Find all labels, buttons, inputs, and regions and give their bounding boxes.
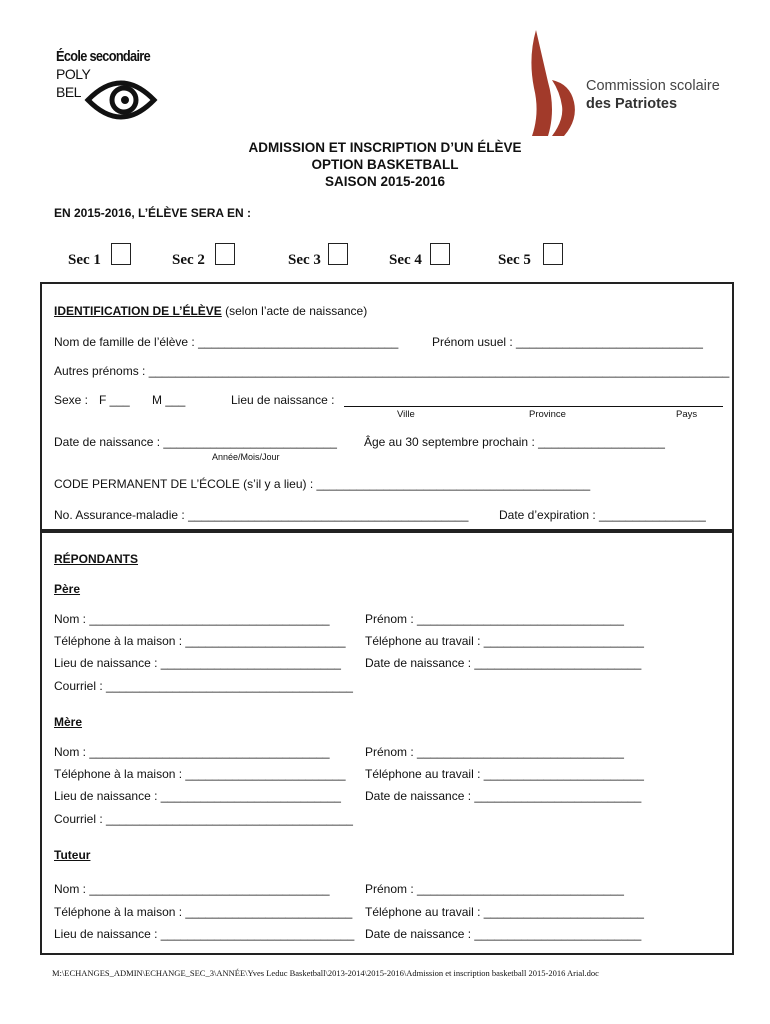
flame-logo-icon — [522, 28, 582, 138]
sex-f-field[interactable]: F ___ — [99, 393, 130, 407]
father-first-name-field[interactable]: Prénom : _______________________________ — [365, 612, 624, 626]
father-birthplace-field[interactable]: Lieu de naissance : ___________________________ — [54, 656, 341, 670]
logo-school-line: École secondaire — [56, 48, 151, 65]
mother-last-name-field[interactable]: Nom : ____________________________________ — [54, 745, 330, 759]
country-caption: Pays — [676, 409, 698, 420]
father-heading: Père — [54, 582, 81, 596]
option-sec3-label: Sec 3 — [288, 252, 321, 268]
identification-heading-row — [54, 304, 367, 318]
sec3-checkbox[interactable] — [328, 243, 348, 265]
mother-birthplace-field[interactable]: Lieu de naissance : ___________________________ — [54, 789, 341, 803]
sex-label: Sexe : — [54, 393, 89, 407]
usual-first-name-field[interactable]: Prénom usuel : ____________________________ — [432, 335, 703, 349]
mother-work-phone-field[interactable]: Téléphone au travail : ________________________ — [365, 767, 644, 781]
respondents-heading: RÉPONDANTS — [54, 552, 139, 566]
guardian-work-phone-field[interactable]: Téléphone au travail : ________________________ — [365, 905, 644, 919]
csdp-line2: des Patriotes — [586, 96, 678, 112]
birthplace-line[interactable] — [344, 404, 723, 407]
mother-home-phone-field[interactable]: Téléphone à la maison : ________________________ — [54, 767, 346, 781]
health-insurance-field[interactable]: No. Assurance-maladie : __________________________________________ — [54, 508, 469, 522]
csdp-logo — [522, 28, 722, 138]
identification-heading: IDENTIFICATION DE L’ÉLÈVE — [54, 304, 222, 318]
age-field[interactable]: Âge au 30 septembre prochain : ___________________ — [364, 435, 665, 449]
guardian-last-name-field[interactable]: Nom : ____________________________________ — [54, 882, 330, 896]
logo-poly-text: POLY — [56, 66, 91, 82]
father-birth-date-field[interactable]: Date de naissance : _________________________ — [365, 656, 642, 670]
expiration-date-field[interactable]: Date d’expiration : ________________ — [499, 508, 706, 522]
form-title-line2: OPTION BASKETBALL — [311, 157, 459, 172]
father-work-phone-field[interactable]: Téléphone au travail : ________________________ — [365, 634, 644, 648]
mother-birth-date-field[interactable]: Date de naissance : _________________________ — [365, 789, 642, 803]
birth-date-field[interactable]: Date de naissance : __________________________ — [54, 435, 337, 449]
guardian-birth-date-field[interactable]: Date de naissance : _________________________ — [365, 927, 642, 941]
csdp-line1: Commission scolaire — [586, 78, 720, 94]
sec1-checkbox[interactable] — [111, 243, 131, 265]
identification-heading-note: (selon l’acte de naissance) — [225, 304, 368, 318]
birthplace-label: Lieu de naissance : — [231, 393, 335, 407]
option-sec2-label: Sec 2 — [172, 252, 205, 268]
sec2-checkbox[interactable] — [215, 243, 235, 265]
mother-email-field[interactable]: Courriel : _____________________________________ — [54, 812, 353, 826]
polybel-logo — [50, 40, 160, 132]
respondents-section — [40, 531, 734, 955]
option-sec4-label: Sec 4 — [389, 252, 422, 268]
form-title-line3: SAISON 2015-2016 — [324, 174, 446, 189]
guardian-home-phone-field[interactable]: Téléphone à la maison : _________________________ — [54, 905, 353, 919]
sex-m-field[interactable]: M ___ — [152, 393, 186, 407]
logo-bel-text: BEL — [56, 84, 81, 100]
guardian-birthplace-field[interactable]: Lieu de naissance : _____________________________ — [54, 927, 355, 941]
last-name-field[interactable]: Nom de famille de l’élève : ______________________________ — [54, 335, 399, 349]
province-caption: Province — [529, 409, 566, 420]
file-path-footer: M:\ECHANGES_ADMIN\ECHANGE_SEC_3\ANNÉE\Yves Leduc Basketball\2013-2014\2015-2016\Admission et inscription basketball 2015-2016 Arial.doc — [52, 968, 599, 978]
city-caption: Ville — [397, 409, 415, 420]
grade-label: EN 2015-2016, L’ÉLÈVE SERA EN : — [54, 206, 251, 220]
option-sec1-label: Sec 1 — [68, 252, 101, 268]
sec4-checkbox[interactable] — [430, 243, 450, 265]
date-format-caption: Année/Mois/Jour — [212, 452, 280, 462]
permanent-code-field[interactable]: CODE PERMANENT DE L’ÉCOLE (s’il y a lieu) : _________________________________________ — [54, 477, 591, 491]
guardian-first-name-field[interactable]: Prénom : _______________________________ — [365, 882, 624, 896]
mother-first-name-field[interactable]: Prénom : _______________________________ — [365, 745, 624, 759]
form-title-line1: ADMISSION ET INSCRIPTION D’UN ÉLÈVE — [248, 140, 522, 155]
eye-icon — [84, 70, 158, 130]
option-sec5-label: Sec 5 — [498, 252, 531, 268]
father-last-name-field[interactable]: Nom : ____________________________________ — [54, 612, 330, 626]
father-email-field[interactable]: Courriel : _____________________________________ — [54, 679, 353, 693]
father-home-phone-field[interactable]: Téléphone à la maison : ________________________ — [54, 634, 346, 648]
other-first-names-field[interactable]: Autres prénoms : _______________________________________________________________________________________ — [54, 364, 730, 378]
guardian-heading: Tuteur — [54, 848, 91, 862]
identification-section — [40, 282, 734, 531]
sec5-checkbox[interactable] — [543, 243, 563, 265]
mother-heading: Mère — [54, 715, 83, 729]
